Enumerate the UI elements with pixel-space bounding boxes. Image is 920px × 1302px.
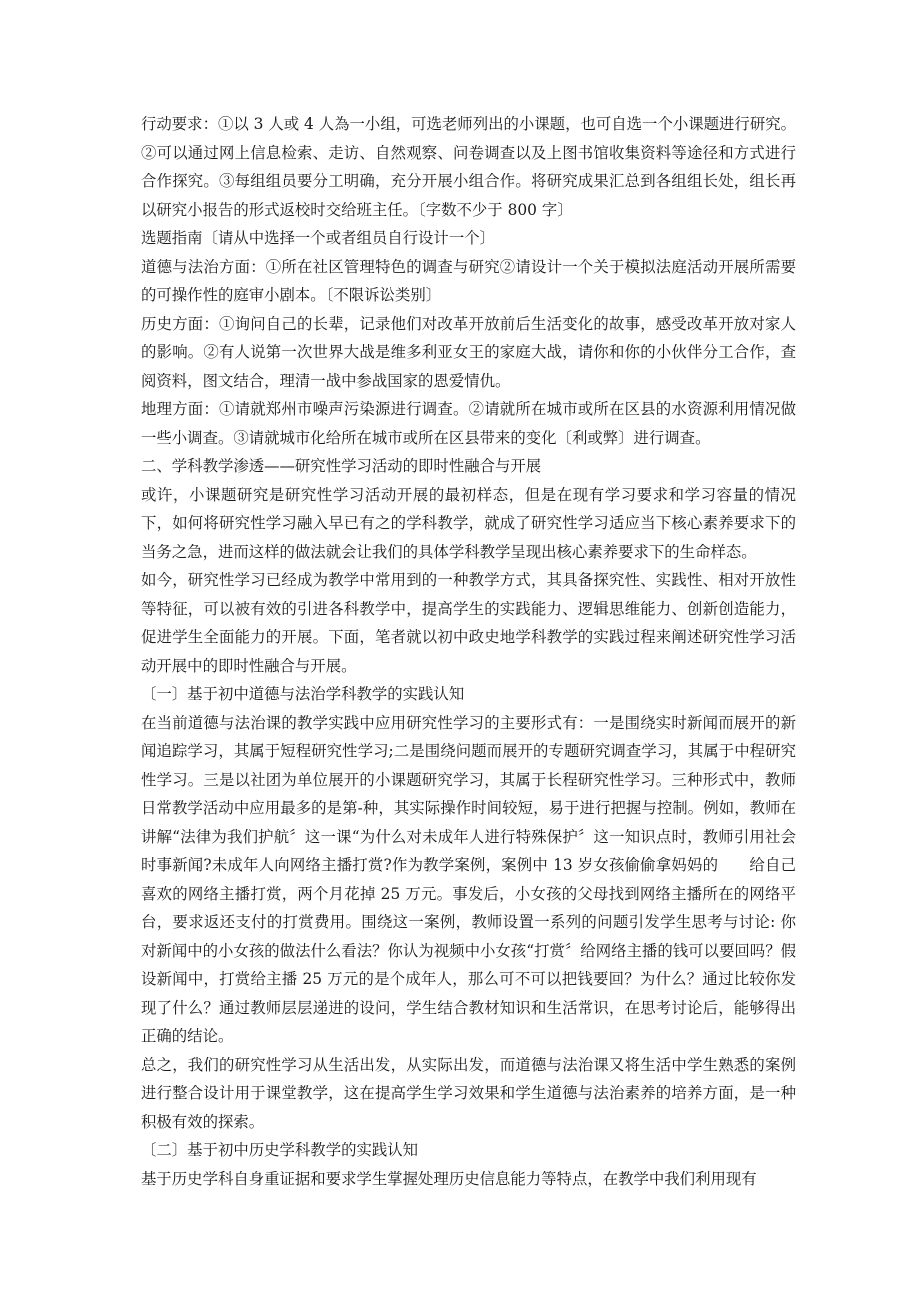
paragraph-geography-topics: 地理方面：①请就郑州市噪声污染源进行调查。②请就所在城市或所在区县的水资源利用情况做一些小调查。③请就城市化给所在城市或所在区县带来的变化〔利或弊〕进行调查。	[141, 400, 796, 447]
paragraph-history-practice: 基于历史学科自身重证据和要求学生掌握处理历史信息能力等特点，在教学中我们利用现有	[141, 1169, 757, 1188]
paragraph-intro-1: 或许，小课题研究是研究性学习活动开展的最初样态，但是在现有学习要求和学习容量的情况下，如何将研究性学习融入早已有之的学科教学，就成了研究性学习适应当下核心素养要求下的当务之急，进而这样的做法就会让我们的具体学科教学呈现出核心素养要求下的生命样态。	[141, 485, 796, 561]
paragraph-action-requirements: 行动要求：①以 3 人或 4 人為一小组，可选老师列出的小课题，也可自选一个小课题进行研究。②可以通过网上信息检索、走访、自然观察、问卷调查以及上图书馆收集资料等途径和方式进行合作探究。③每组组员要分工明确，充分开展小组合作。将研究成果汇总到各组组长处，组长再以研究小报告的形式返校时交给班主任。〔字数不少于 800 字〕	[141, 115, 796, 219]
paragraph-history-topics: 历史方面：①询问自己的长辈，记录他们对改革开放前后生活变化的故事，感受改革开放对家人的影响。②有人说第一次世界大战是维多利亚女王的家庭大战，请你和你的小伙伴分工合作，查阅资料，图文结合，理清一战中参战国家的恩爱情仇。	[141, 314, 796, 390]
paragraph-intro-2: 如今，研究性学习已经成为教学中常用到的一种教学方式，其具备探究性、实践性、相对开放性等特征，可以被有效的引进各科教学中，提高学生的实践能力、逻辑思维能力、创新创造能力，促进学生全面能力的开展。下面，笔者就以初中政史地学科教学的实践过程来阐述研究性学习活动开展中的即时性融合与开展。	[141, 571, 796, 675]
paragraph-morality-law-practice: 在当前道德与法治课的教学实践中应用研究性学习的主要形式有：一是围绕实时新闻而展开的新闻追踪学习，其属于短程研究性学习;二是围绕问题而展开的专题研究调查学习，其属于中程研究性学习。三是以社团为单位展开的小课题研究学习，其属于长程研究性学习。三种形式中，教师日常教学活动中应用最多的是第-种，其实际操作时间较短，易于进行把握与控制。例如，教师在讲解“法律为我们护航〞这一课“为什么对未成年人进行特殊保护〞这一知识点时，教师引用社会时事新闻?未成年人向网络主播打赏?作为教学案例，案例中 13 岁女孩偷偷拿妈妈的 给自己喜欢的网络主播打赏，两个月花掉 25 万元。事发后，小女孩的父母找到网络主播所在的网络平台，要求返还支付的打赏费用。围绕这一案例，教师设置一系列的问题引发学生思考与讨论: 你对新闻中的小女孩的做法什么看法？你认为视频中小女孩“打赏〞给网络主播的钱可以要回吗？假设新闻中，打赏给主播 25 万元的是个成年人，那么可不可以把钱要回？为什么？通过比较你发现了什么？通过教师层层递进的设问，学生结合教材知识和生活常识，在思考讨论后，能够得出正确的结论。	[141, 713, 796, 1045]
section-heading-2: 二、学科教学渗透——研究性学习活动的即时性融合与开展	[141, 457, 542, 475]
document-body	[141, 110, 796, 1193]
paragraph-summary: 总之，我们的研究性学习从生活出发，从实际出发，而道德与法治课又将生活中学生熟悉的案例进行整合设计用于课堂教学，这在提高学生学习效果和学生道德与法治素养的培养方面，是一种积极有效的探索。	[141, 1055, 796, 1131]
subsection-heading-1: 〔一〕基于初中道德与法治学科教学的实践认知	[141, 685, 465, 703]
paragraph-morality-law-topics: 道德与法治方面：①所在社区管理特色的调查与研究②请设计一个关于模拟法庭活动开展所需要的可操作性的庭审小剧本。〔不限诉讼类别〕	[141, 257, 796, 304]
subsection-heading-2: 〔二〕基于初中历史学科教学的实践认知	[141, 1141, 419, 1159]
paragraph-topic-guide: 选题指南〔请从中选择一个或者组员自行设计一个〕	[141, 229, 495, 247]
